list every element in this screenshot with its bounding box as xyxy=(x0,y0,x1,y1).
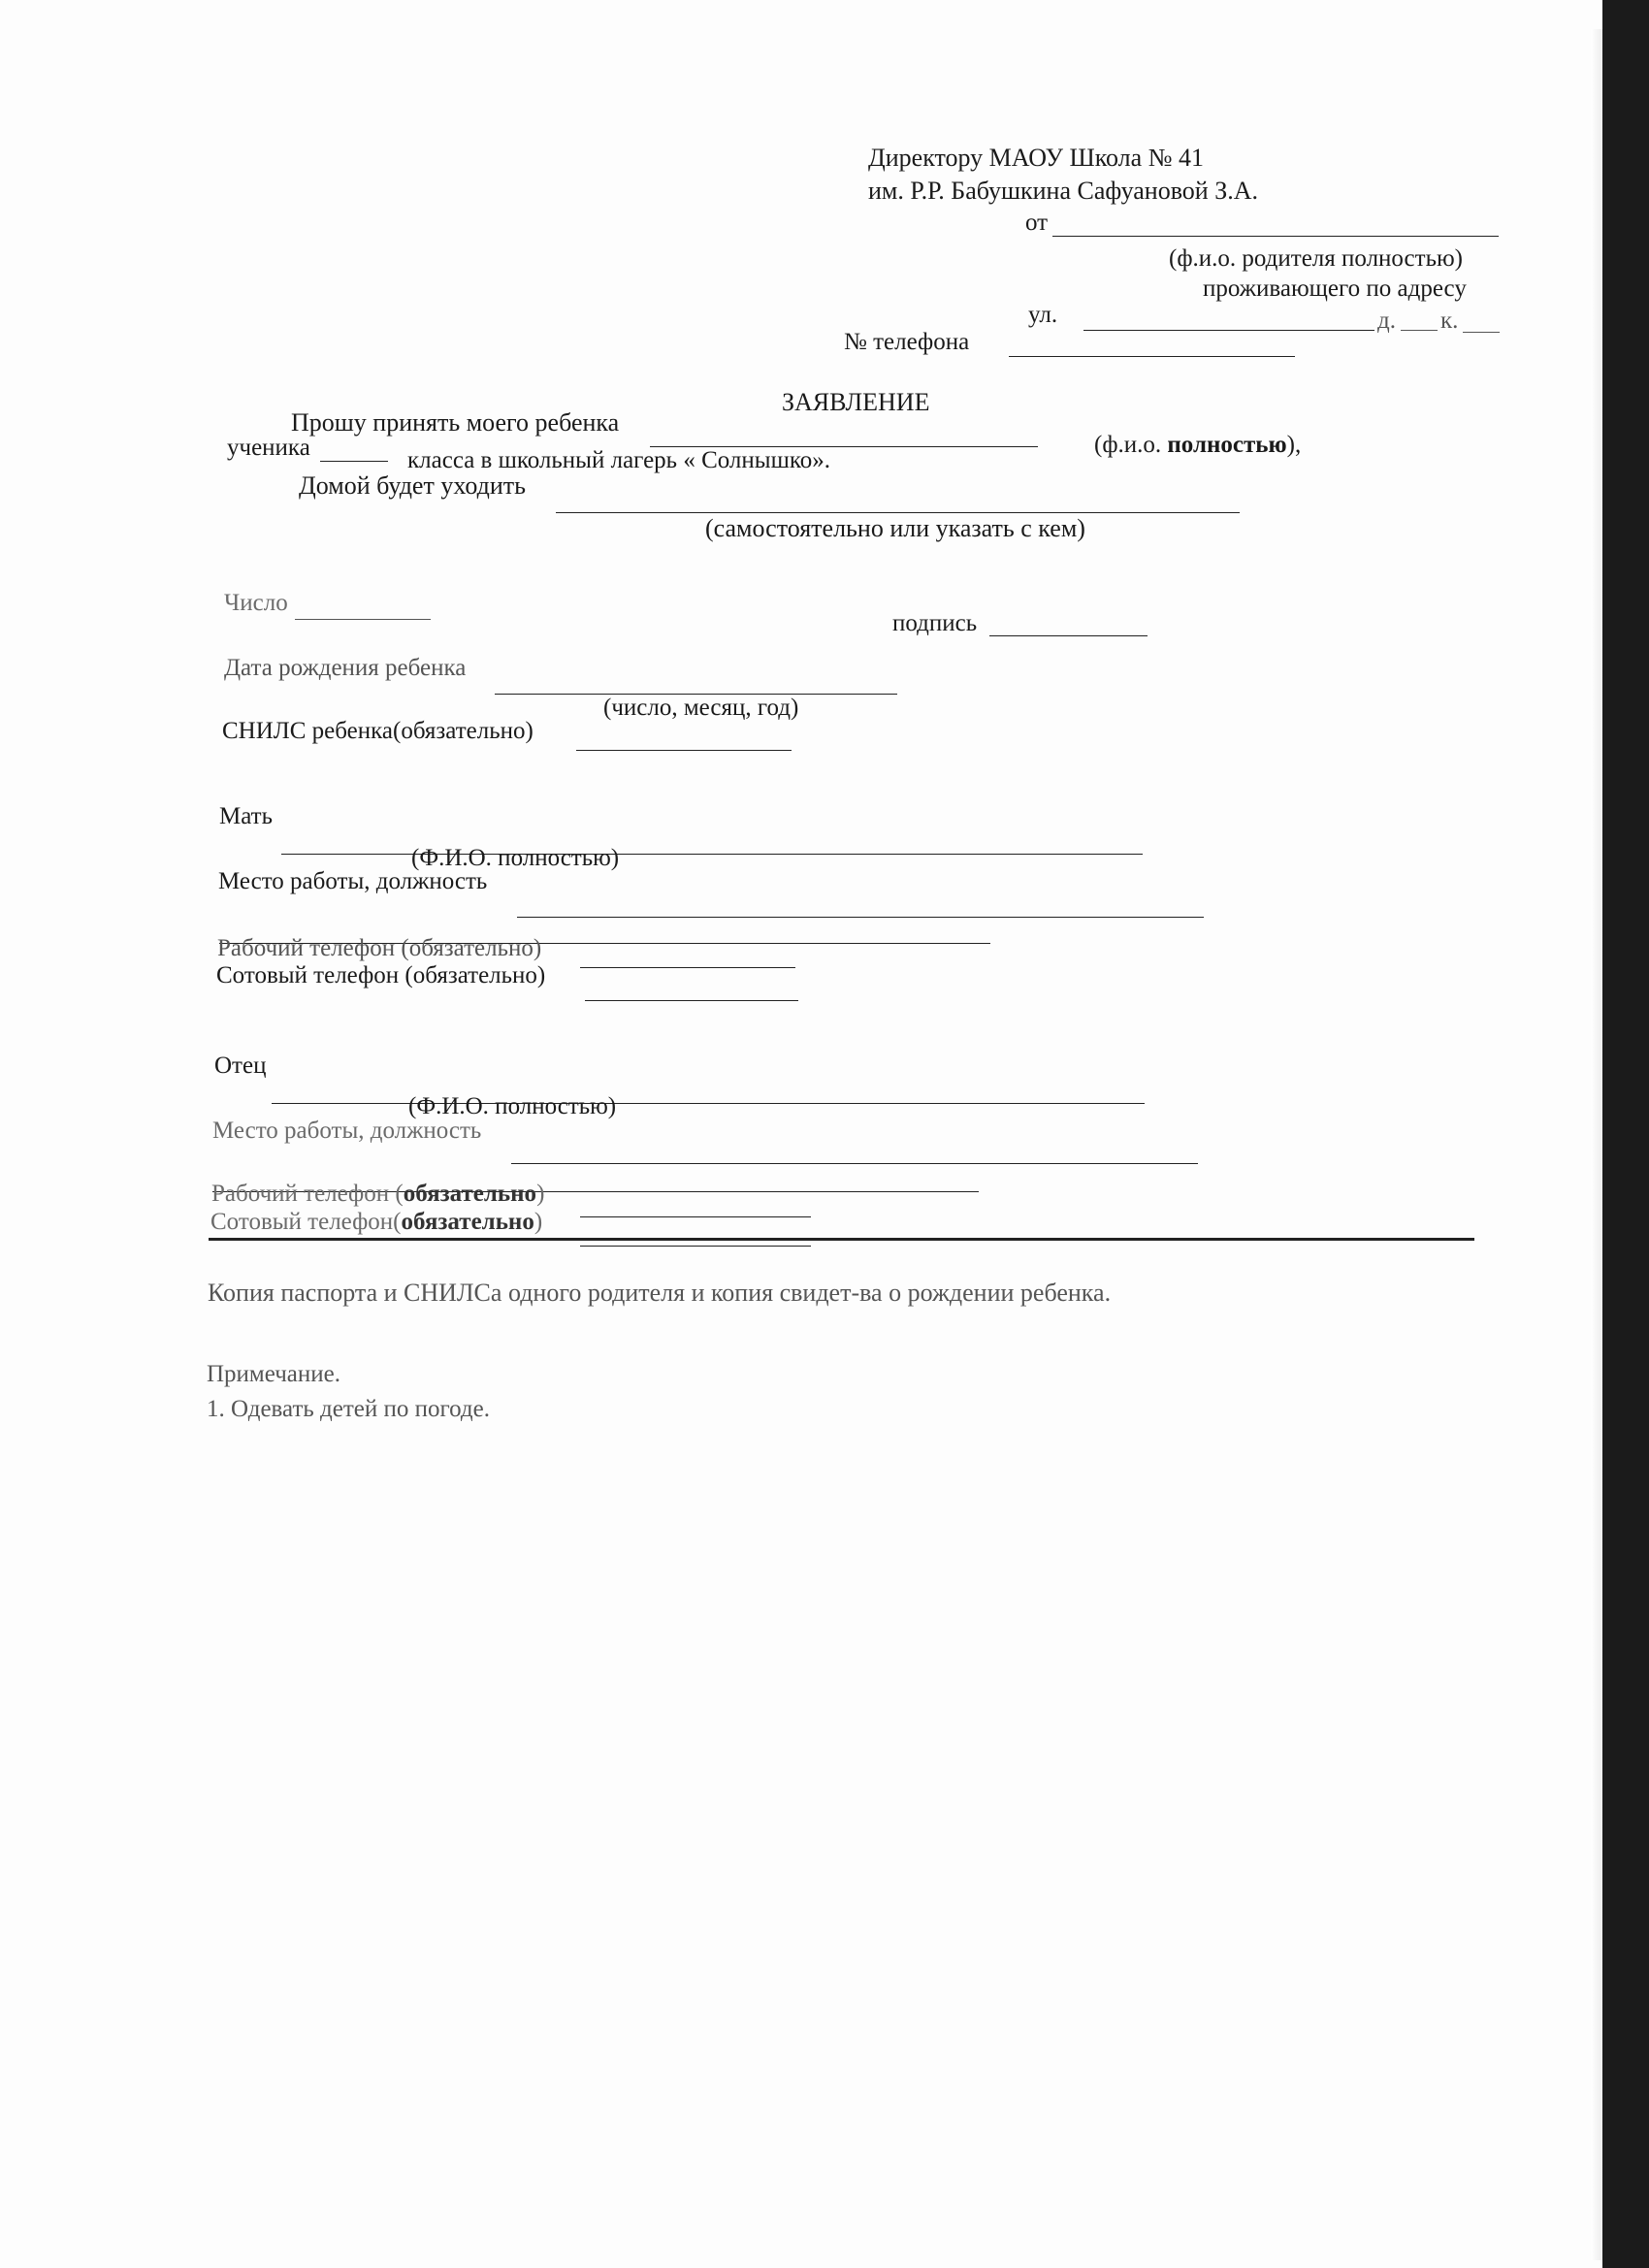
phone-label: № телефона xyxy=(844,329,970,355)
house-label: д. xyxy=(1377,308,1396,334)
birth-date-hint: (число, месяц, год) xyxy=(603,695,799,721)
from-label: от xyxy=(1025,210,1049,236)
scan-border xyxy=(1602,0,1649,2268)
addressee-line-2: им. Р.Р. Бабушкина Сафуановой З.А. xyxy=(868,177,1259,205)
father-work-phone-label: Рабочий телефон (обязательно) xyxy=(211,1181,545,1207)
child-name-hint: (ф.и.о. полностью), xyxy=(1094,432,1302,458)
house-line[interactable] xyxy=(1401,330,1438,331)
mother-mobile-line[interactable] xyxy=(585,1000,798,1001)
signature-label: подпись xyxy=(892,610,978,636)
home-label: Домой будет уходить xyxy=(299,471,526,500)
student-prefix: ученика xyxy=(227,435,310,461)
section-divider xyxy=(209,1238,1474,1241)
street-line[interactable] xyxy=(1083,330,1374,331)
date-line[interactable] xyxy=(295,619,431,620)
father-mobile-label: Сотовый телефон(обязательно) xyxy=(210,1209,543,1235)
mother-label: Мать xyxy=(219,803,274,829)
father-name-line[interactable] xyxy=(272,1103,1145,1104)
father-work-label: Место работы, должность xyxy=(212,1118,482,1144)
mother-work-label: Место работы, должность xyxy=(218,868,488,894)
addressee-line-1: Директору МАОУ Школа № 41 xyxy=(868,144,1204,172)
request-label: Прошу принять моего ребенка xyxy=(291,408,620,437)
snils-label: СНИЛС ребенка(обязательно) xyxy=(222,718,534,744)
apartment-label: к. xyxy=(1440,308,1459,334)
camp-text: класса в школьный лагерь « Солнышко». xyxy=(407,447,830,473)
mother-name-hint: (Ф.И.О. полностью) xyxy=(411,845,620,871)
signature-line[interactable] xyxy=(989,635,1148,636)
phone-line[interactable] xyxy=(1009,356,1295,357)
street-label: ул. xyxy=(1028,302,1058,328)
home-hint: (самостоятельно или указать с кем) xyxy=(705,514,1085,542)
snils-line[interactable] xyxy=(576,750,792,751)
document-title: ЗАЯВЛЕНИЕ xyxy=(782,388,930,416)
grade-line[interactable] xyxy=(320,461,388,462)
home-line[interactable] xyxy=(556,512,1240,513)
address-label: проживающего по адресу xyxy=(1203,275,1467,302)
from-line[interactable] xyxy=(1052,236,1499,237)
mother-work-phone-line[interactable] xyxy=(580,967,795,968)
mother-work-phone-label: Рабочий телефон (обязательно) xyxy=(217,935,542,961)
note-item-1: 1. Одевать детей по погоде. xyxy=(207,1396,490,1422)
father-work-line-1[interactable] xyxy=(511,1163,1198,1164)
father-mobile-line[interactable] xyxy=(580,1246,811,1247)
note-title: Примечание. xyxy=(207,1361,341,1387)
father-work-phone-line[interactable] xyxy=(580,1216,811,1217)
father-name-hint: (Ф.И.О. полностью) xyxy=(408,1093,617,1119)
father-label: Отец xyxy=(214,1053,267,1079)
date-label: Число xyxy=(224,590,288,616)
mother-mobile-label: Сотовый телефон (обязательно) xyxy=(216,962,546,988)
mother-work-line-1[interactable] xyxy=(517,917,1204,918)
apartment-line[interactable] xyxy=(1463,332,1500,333)
copies-note: Копия паспорта и СНИЛСа одного родителя и копия свидет-ва о рождении ребенка. xyxy=(208,1279,1112,1307)
from-hint: (ф.и.о. родителя полностью) xyxy=(1169,245,1463,272)
birth-date-label: Дата рождения ребенка xyxy=(224,655,467,681)
